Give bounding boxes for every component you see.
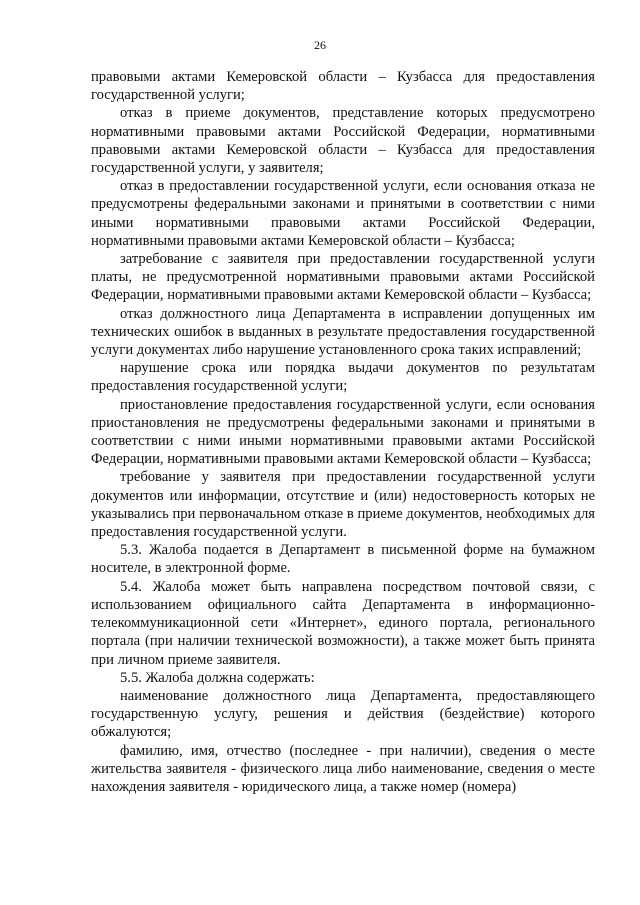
- paragraph-correction-refusal: отказ должностного лица Департамента в исправлении допущенных им технических ошибок в выданных в результате предоставления государственной услуги документах либо нарушение установленного срока таких исправлений;: [91, 305, 595, 359]
- document-body: [91, 68, 595, 796]
- paragraph-5-3: 5.3. Жалоба подается в Департамент в письменной форме на бумажном носителе, в электронной форме.: [91, 542, 595, 577]
- paragraph-documents-requirement: требование у заявителя при предоставлении государственной услуги документов или информации, отсутствие и (или) недостоверность которых не указывались при первоначальном отказе в приеме документов, необходимых для предоставления государственной услуги.: [91, 469, 595, 541]
- paragraph-continuation: правовыми актами Кемеровской области – Кузбасса для предоставления государственной услуги;: [91, 69, 595, 104]
- paragraph-suspension: приостановление предоставления государственной услуги, если основания приостановления не предусмотрены федеральными законами и принятыми в соответствии с ними иными нормативными правовыми актами Российской Федерации, нормативными правовыми актами Кемеровской области – Кузбасса;: [91, 396, 595, 468]
- paragraph-issuance-violation: нарушение срока или порядка выдачи документов по результатам предоставления государственной услуги;: [91, 360, 595, 395]
- paragraph-5-5: 5.5. Жалоба должна содержать:: [120, 669, 315, 686]
- paragraph-refusal-service: отказ в предоставлении государственной услуги, если основания отказа не предусмотрены федеральными законами и принятыми в соответствии с ними иными нормативными правовыми актами Российской Федерации, нормативными правовыми актами Кемеровской области – Кузбасса;: [91, 178, 595, 249]
- paragraph-applicant-details: фамилию, имя, отчество (последнее - при наличии), сведения о месте жительства заявителя - физического лица либо наименование, сведения о месте нахождения заявителя - юридического лица, а также номер (номера): [91, 742, 595, 795]
- paragraph-refusal-documents: отказ в приеме документов, представление которых предусмотрено нормативными правовыми актами Российской Федерации, нормативными правовыми актами Кемеровской области – Кузбасса для предоставления государственной услуги, у заявителя;: [91, 105, 595, 177]
- paragraph-5-4: 5.4. Жалоба может быть направлена посредством почтовой связи, с использованием официального сайта Департамента в информационно-телекоммуникационной сети «Интернет», единого портала, регионального портала (при наличии технической возможности), а также может быть принята при личном приеме заявителя.: [91, 578, 595, 668]
- paragraph-payment-demand: затребование с заявителя при предоставлении государственной услуги платы, не предусмотренной нормативными правовыми актами Российской Федерации, нормативными правовыми актами Кемеровской области – Кузбасса;: [91, 251, 595, 304]
- page-number: 26: [314, 38, 326, 52]
- paragraph-official-name: наименование должностного лица Департамента, предоставляющего государственную услугу, решения и действия (бездействие) которого обжалуются;: [91, 687, 595, 741]
